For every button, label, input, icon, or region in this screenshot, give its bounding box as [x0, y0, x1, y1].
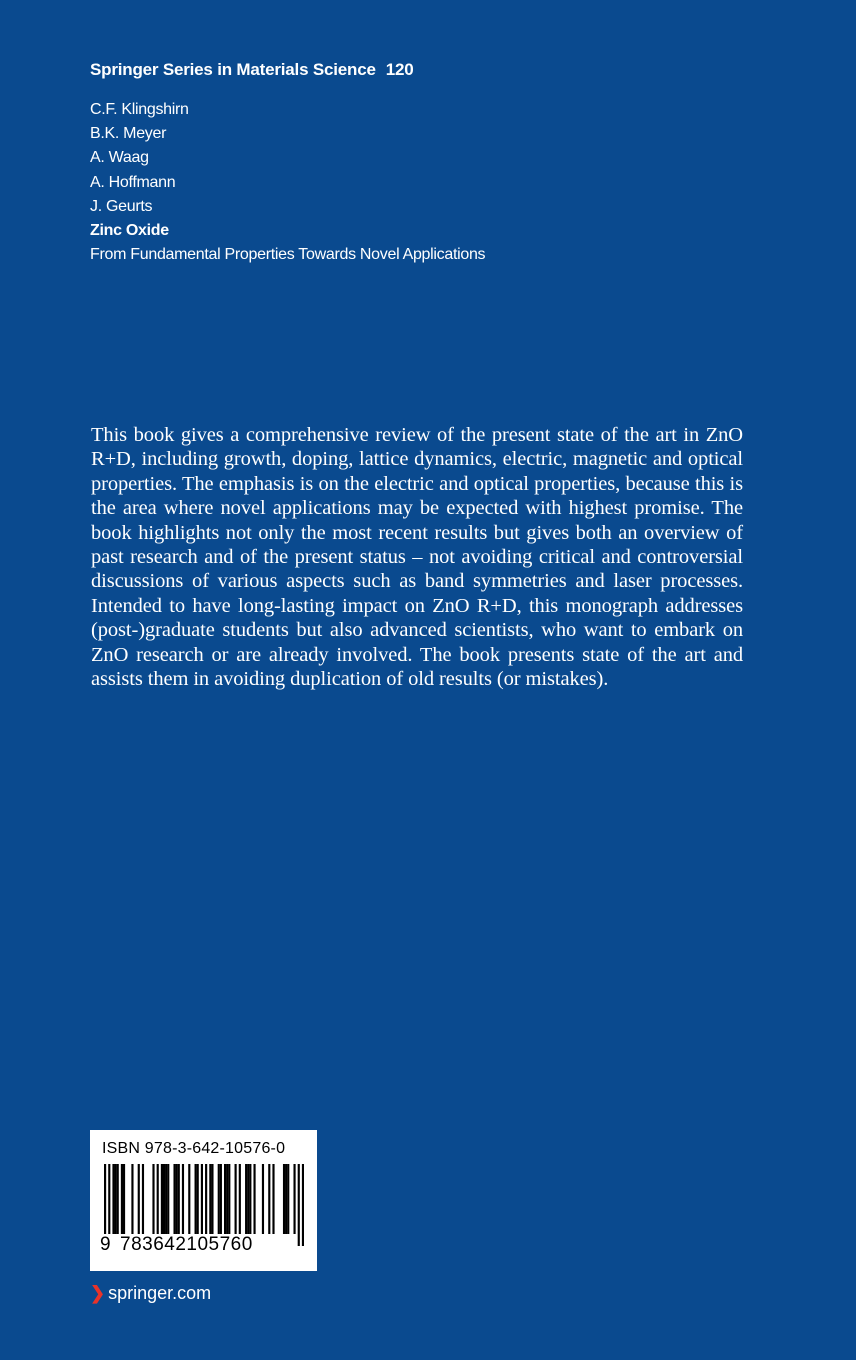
book-title: Zinc Oxide — [90, 222, 169, 240]
book-subtitle: From Fundamental Properties Towards Novel Applications — [90, 246, 486, 264]
barcode-bar — [123, 1164, 125, 1234]
series-line — [90, 60, 413, 80]
barcode-bar — [121, 1164, 123, 1234]
barcode-bar — [182, 1164, 184, 1234]
barcode-bar — [298, 1164, 300, 1246]
barcode-bar — [228, 1164, 230, 1234]
barcode-bar — [220, 1164, 222, 1234]
barcode-bar — [117, 1164, 119, 1234]
barcode-digit-first: 9 — [100, 1234, 112, 1255]
publisher-url: springer.com — [108, 1283, 212, 1303]
barcode-digits-rest: 783642105760 — [120, 1234, 253, 1255]
book-description: This book gives a comprehensive review of the present state of the art in ZnO R+D, including growth, doping, lattice dynamics, electric, magnetic and optical properties. The emphasis is on the electric and optical properties, because this is the area where novel applications may be expected with highest promise. The book highlights not only the most recent results but gives both an overview of past research and of the present status – not avoiding critical and controversial discussions of various aspects such as band symmetries and laser processes. Intended to have long-lasting impact on ZnO R+D, this monograph addresses (post-)graduate students but also advanced scientists, who want to embark on ZnO research or are already involved. The book presents state of the art and assists them in avoiding duplication of old results (or mistakes). — [91, 424, 743, 691]
barcode-bar — [218, 1164, 220, 1234]
barcode-bar — [163, 1164, 165, 1234]
barcode-bar — [115, 1164, 117, 1234]
barcode-bar — [285, 1164, 287, 1234]
barcode-bar — [173, 1164, 175, 1234]
barcode-bar — [247, 1164, 249, 1234]
author-list — [90, 98, 485, 267]
barcode-bar — [112, 1164, 114, 1234]
barcode-bar — [272, 1164, 274, 1234]
barcode-bar — [302, 1164, 304, 1246]
barcode-bar — [293, 1164, 295, 1234]
barcode-bar — [167, 1164, 169, 1234]
barcode-bar — [239, 1164, 241, 1234]
barcode-bar — [165, 1164, 167, 1234]
author-name: J. Geurts — [90, 197, 153, 215]
barcode-bar — [287, 1164, 289, 1234]
barcode-bar — [176, 1164, 178, 1234]
barcode-bar — [226, 1164, 228, 1234]
author-name: A. Hoffmann — [90, 173, 176, 191]
barcode-bar — [157, 1164, 159, 1234]
barcode-bar — [161, 1164, 163, 1234]
barcode-bar — [262, 1164, 264, 1234]
barcode-bar — [235, 1164, 237, 1234]
barcode-bar — [224, 1164, 226, 1234]
barcode-bar — [131, 1164, 133, 1234]
barcode-bar — [152, 1164, 154, 1234]
barcode-bar — [195, 1164, 197, 1234]
barcode-bar — [245, 1164, 247, 1234]
barcode-bar — [188, 1164, 190, 1234]
barcode-bar — [142, 1164, 144, 1234]
barcode-bar — [253, 1164, 255, 1234]
isbn-barcode-box — [90, 1130, 317, 1271]
series-name: Springer Series in Materials Science — [90, 60, 376, 79]
author-name: C.F. Klingshirn — [90, 101, 189, 118]
barcode-bar — [211, 1164, 213, 1234]
barcode-bar — [178, 1164, 180, 1234]
barcode-bar — [283, 1164, 285, 1234]
author-name: A. Waag — [90, 149, 149, 167]
barcode-bar — [197, 1164, 199, 1234]
series-number: 120 — [385, 60, 414, 79]
isbn-label: ISBN 978-3-642-10576-0 — [102, 1140, 286, 1157]
barcode-bar — [138, 1164, 140, 1234]
barcode-bar — [249, 1164, 251, 1234]
barcode-bar — [209, 1164, 211, 1234]
author-name: B.K. Meyer — [90, 125, 167, 143]
barcode-bar — [268, 1164, 270, 1234]
chevron-right-icon: ❯ — [90, 1283, 106, 1303]
publisher-link[interactable] — [90, 1283, 211, 1304]
